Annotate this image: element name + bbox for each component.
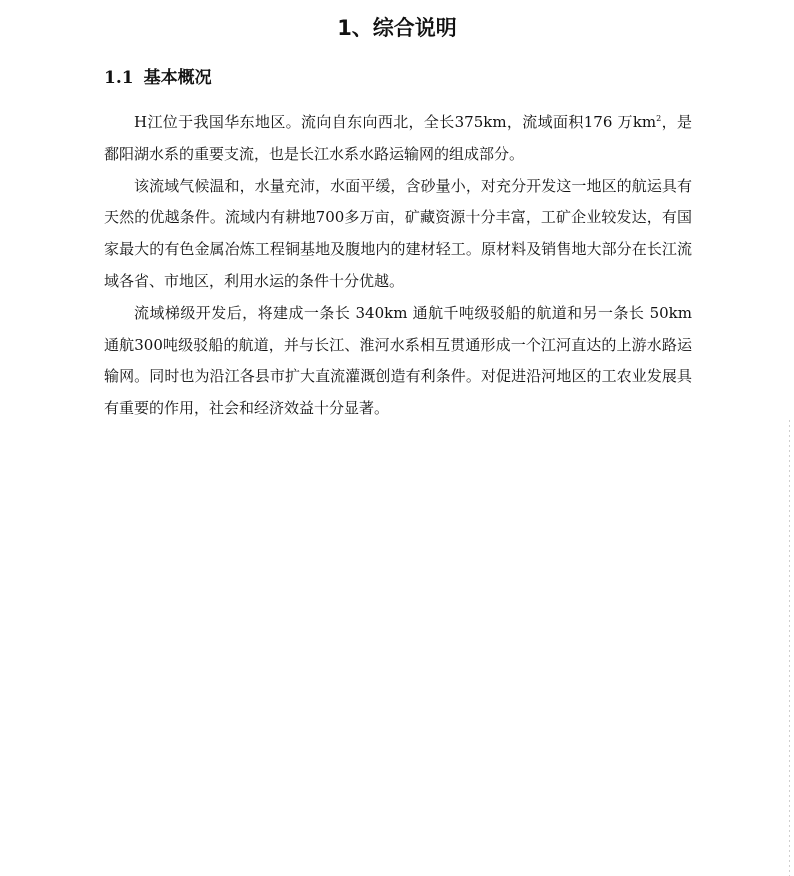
section-title: 基本概况 (143, 68, 212, 88)
paragraph-development: 流域梯级开发后，将建成一条长 340km 通航千吨级驳船的航道和另一条长 50km 通航300吨级驳船的航道，并与长江、淮河水系相互贯通形成一个江河直达的上游水路运输网。同时也为沿江各县市扩大直流灌溉创造有利条件。对促进沿河地区的工农业发展具有重要的作用，社会和经济效益十分显著。 (104, 303, 692, 418)
paragraph-overview-text: H江位于我国华东地区。流向自东向西北，全长375km，流域面积176 万km (134, 113, 657, 131)
section-heading (104, 64, 212, 92)
page-edge-divider (789, 420, 790, 876)
document-title: 1、综合说明 (337, 16, 457, 40)
paragraph-overview (104, 107, 692, 171)
paragraph-climate-resources: 该流域气候温和，水量充沛，水面平缓，含砂量小，对充分开发这一地区的航运具有天然的优越条件。流域内有耕地700多万亩，矿藏资源十分丰富，工矿企业较发达，有国家最大的有色金属冶炼工程铜基地及腹地内的建材轻工。原材料及销售地大部分在长江流域各省、市地区，利用水运的条件十分优越。 (104, 176, 692, 290)
section-number: 1.1 (104, 68, 134, 88)
area-unit-superscript: 2 (656, 114, 662, 123)
body-text (104, 107, 692, 425)
paragraph-overview-text-continued: ，是鄱阳湖水系的重要支流，也是长江水系水路运输网的组成部分。 (104, 113, 692, 163)
